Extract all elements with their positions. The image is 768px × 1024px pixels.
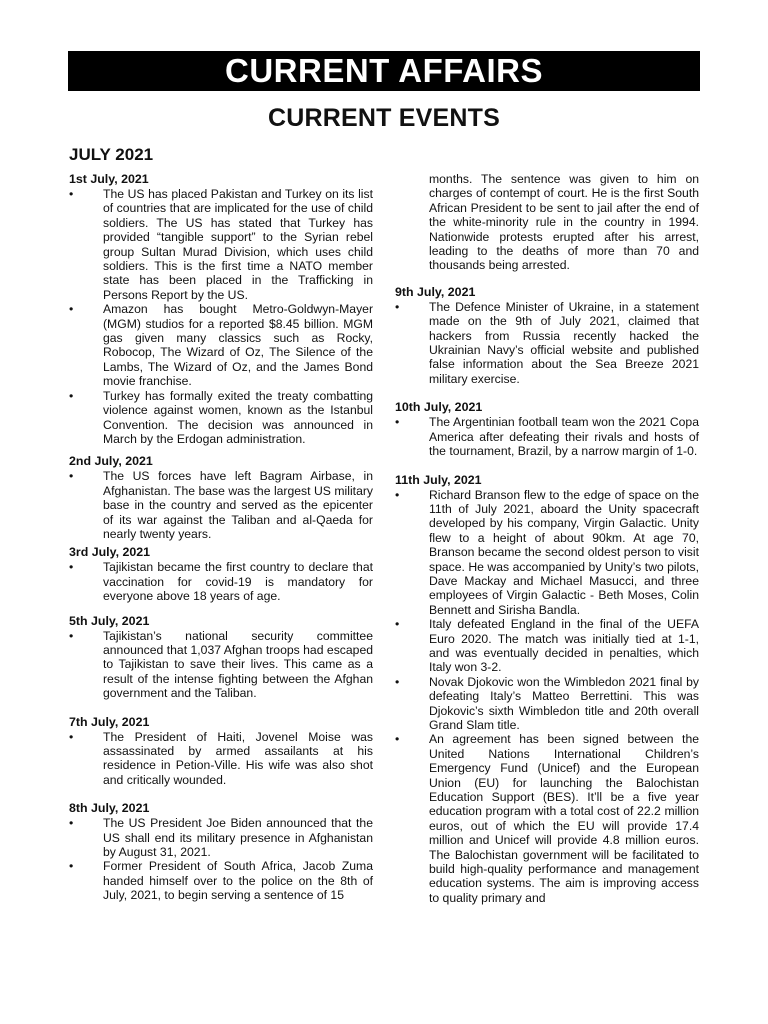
- event-list: [69, 469, 373, 541]
- event-list: [69, 560, 373, 603]
- day-section: [395, 400, 699, 458]
- day-section: [69, 801, 373, 902]
- event-item: • An agreement has been signed between the United Nations International Children’s Emergency Fund (Unicef) and the European Union (EU) for launching the Balochistan Education Support (BES). It’ll be a five year education program with a total cost of 22.2 million euros, out of which the EU will provide 17.4 million and Unicef will provide 4.8 million euros. The Balochistan government will be facilitated to build high-quality performance and management education systems. The aim is improving access to quality primary and: [395, 732, 699, 905]
- continued-text: months. The sentence was given to him on charges of contempt of court. He is the first South African President to be sent to jail after the end of the white-minority rule in the country in 1994. Nationwide protests erupted after his arrest, leading to the deaths of more than 70 and thousands being arrested.: [429, 172, 699, 273]
- date-heading: 11th July, 2021: [395, 472, 482, 487]
- event-item: • Amazon has bought Metro-Goldwyn-Mayer (MGM) studios for a reported $8.45 billion. MGM gas given many classics such as Rocky, Robocop, The Wizard of Oz, The Silence of the Lambs, The Wizard of Oz, and the James Bond movie franchise.: [69, 302, 373, 388]
- left-column: [69, 172, 373, 903]
- event-list: [69, 730, 373, 788]
- date-heading: 9th July, 2021: [395, 284, 476, 299]
- event-item: • Richard Branson flew to the edge of space on the 11th of July 2021, aboard the Unity spacecraft developed by his company, Virgin Galactic. Unity flew to a height of about 90km. At age 70, Branson became the second oldest person to visit space. He was accompanied by Unity’s two pilots, Dave Mackay and Michael Masucci, and three employees of Virgin Galactic - Beth Moses, Colin Bennett and Sirisha Bandla.: [395, 488, 699, 618]
- date-heading: 5th July, 2021: [69, 613, 150, 628]
- event-item: • Novak Djokovic won the Wimbledon 2021 final by defeating Italy’s Matteo Berrettini. This was Djokovic’s sixth Wimbledon title and 20th overall Grand Slam title.: [395, 675, 699, 733]
- day-section: [69, 715, 373, 788]
- event-item: • The President of Haiti, Jovenel Moise was assassinated by armed assailants at his residence in Petion-Ville. His wife was also shot and critically wounded.: [69, 730, 373, 788]
- date-heading: 1st July, 2021: [69, 172, 149, 186]
- event-list: [69, 816, 373, 902]
- right-column: [395, 172, 699, 905]
- date-heading: 2nd July, 2021: [69, 454, 153, 469]
- date-heading: 7th July, 2021: [69, 714, 150, 729]
- day-section: [69, 172, 373, 446]
- month-heading: JULY 2021: [69, 145, 154, 164]
- date-heading: 10th July, 2021: [395, 400, 483, 415]
- day-section: [69, 614, 373, 701]
- day-section: [69, 454, 373, 541]
- day-section: [395, 473, 699, 906]
- event-item: • Tajikistan became the first country to declare that vaccination for covid-19 is mandatory for everyone above 18 years of age.: [69, 560, 373, 603]
- event-list: [69, 629, 373, 701]
- event-list: [395, 488, 699, 906]
- date-heading: 8th July, 2021: [69, 801, 150, 816]
- event-list: [69, 187, 373, 446]
- event-item: • The Defence Minister of Ukraine, in a statement made on the 9th of July 2021, claimed that hackers from Russia recently hacked the Ukrainian Navy’s official website and published false information about the Sea Breeze 2021 military exercise.: [395, 300, 699, 386]
- day-section: [395, 285, 699, 386]
- page-subtitle: CURRENT EVENTS: [268, 104, 500, 132]
- event-item: • The US President Joe Biden announced that the US shall end its military presence in Afghanistan by August 31, 2021.: [69, 816, 373, 859]
- event-item: • The Argentinian football team won the 2021 Copa America after defeating their rivals and hosts of the tournament, Brazil, by a narrow margin of 1-0.: [395, 415, 699, 458]
- event-item: • Former President of South Africa, Jacob Zuma handed himself over to the police on the 8th of July, 2021, to begin serving a sentence of 15: [69, 859, 373, 902]
- event-list: [395, 300, 699, 386]
- event-item: • Turkey has formally exited the treaty combatting violence against women, known as the Istanbul Convention. The decision was announced in March by the Erdogan administration.: [69, 389, 373, 447]
- banner-title: CURRENT AFFAIRS: [68, 51, 700, 91]
- event-item: • Tajikistan’s national security committee announced that 1,037 Afghan troops had escaped to Tajikistan to save their lives. This came as a result of the intense fighting between the Afghan government and the Taliban.: [69, 629, 373, 701]
- event-item: • The US has placed Pakistan and Turkey on its list of countries that are implicated for the use of child soldiers. The US has stated that Turkey has provided “tangible support” to the Syrian rebel group Sultan Murad Division, which uses child soldiers. This is the first time a NATO member state has been placed in the Trafficking in Persons Report by the US.: [69, 187, 373, 302]
- event-item: • The US forces have left Bagram Airbase, in Afghanistan. The base was the largest US military base in the country and served as the epicenter of its war against the Taliban and al-Qaeda for nearly twenty years.: [69, 469, 373, 541]
- day-section: [69, 545, 373, 603]
- continuation-list: [395, 172, 699, 273]
- event-list: [395, 415, 699, 458]
- event-item: • Italy defeated England in the final of the UEFA Euro 2020. The match was initially tied at 1-1, and was eventually decided in penalties, which Italy won 3-2.: [395, 617, 699, 675]
- date-heading: 3rd July, 2021: [69, 545, 151, 560]
